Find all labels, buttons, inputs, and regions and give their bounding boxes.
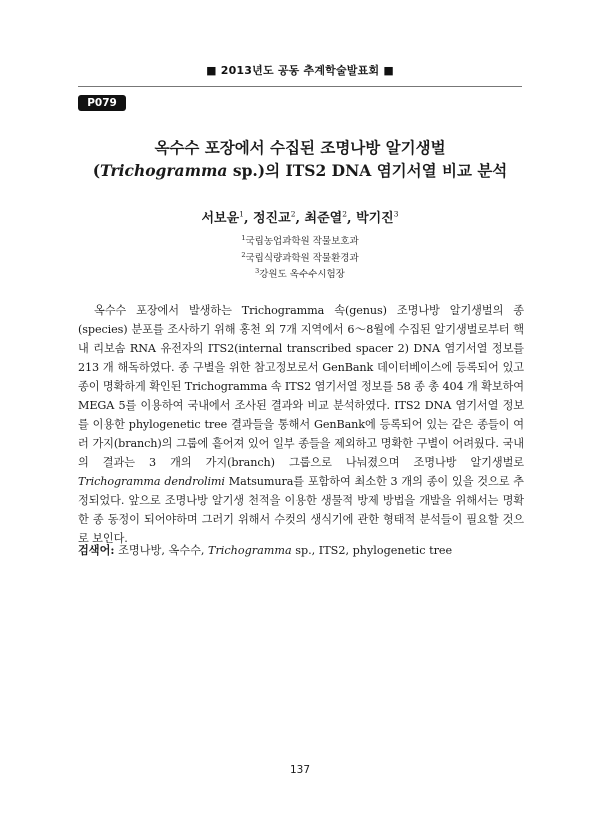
paper-title (60, 136, 540, 182)
running-header (78, 62, 522, 87)
author-sep: , (243, 211, 253, 226)
page-number: 137 (289, 764, 311, 776)
conference-title (78, 62, 522, 78)
poster-id-badge: P079 (78, 95, 126, 111)
keywords-label: 검색어: (78, 543, 115, 557)
abstract-text-2: Matsumura를 포함하여 최소한 3 개의 종이 있을 것으로 추정되었다. 앞으로 조명나방 알기생 천적을 이용한 생물적 방제 방법을 개발을 위해서는 명확한 종 동정이 되어야하며 그러기 위해서 수컷의 생식기에 관한 형태적 분석들이 필요할 것으로 보인다. (78, 475, 524, 545)
author-name: 박기진 (356, 211, 394, 226)
affiliation-text: 강원도 옥수수시험장 (259, 269, 345, 281)
affiliation-mark: 2 (241, 250, 246, 259)
title-rest: sp.)의 ITS2 DNA 염기서열 비교 분석 (227, 161, 508, 180)
conference-name: 2013년도 공동 추계학술발표회 (220, 64, 380, 77)
keywords-text-1: 조명나방, 옥수수, (114, 544, 208, 557)
affiliation-text: 국립식량과학원 작물환경과 (245, 252, 359, 264)
author-sep: , (295, 211, 305, 226)
author-affil-mark: 2 (290, 209, 296, 219)
header-bullet-left: ■ (206, 64, 217, 77)
author-affil-mark: 3 (393, 209, 399, 219)
title-genus: Trichogramma (100, 161, 228, 180)
author-list (100, 207, 500, 226)
title-paren: ( (92, 161, 101, 180)
affiliation-list (100, 232, 500, 282)
affiliation-mark: 3 (255, 267, 260, 276)
title-line-2 (60, 159, 540, 182)
affiliation-line (100, 249, 500, 266)
author-sep: , (347, 211, 357, 226)
abstract-species-name: Trichogramma dendrolimi (78, 475, 225, 488)
author-affil-mark: 2 (342, 209, 347, 219)
author-affil-mark: 1 (239, 209, 244, 219)
keywords-text-2: sp., ITS2, phylogenetic tree (291, 544, 453, 557)
title-line-1: 옥수수 포장에서 수집된 조명나방 알기생벌 (154, 138, 446, 157)
header-bullet-right: ■ (383, 64, 394, 77)
affiliation-mark: 1 (241, 234, 246, 242)
keywords-genus: Trichogramma (208, 544, 292, 557)
header-divider (78, 86, 522, 87)
affiliation-line (100, 265, 500, 282)
affiliation-line (100, 232, 500, 249)
author-name: 최준열 (304, 211, 343, 226)
author-name: 서보윤 (201, 211, 240, 226)
abstract-text-1: 옥수수 포장에서 발생하는 Trichogramma 속(genus) 조명나방 알기생벌의 종(species) 분포를 조사하기 위해 홍천 외 7개 지역에서 6～8월에 수집된 알기생벌로부터 핵내 리보솜 RNA 유전자의 ITS2(internal transcribed spacer 2) DNA 염기서열 정보를 213 개 해독하였다. 종 구별을 위한 참고정보로서 GenBank 데이터베이스에 등록되어 있고 종이 명확하게 확인된 Trichogramma 속 ITS2 염기서열 정보를 58 종 총 404 개 확보하여 MEGA 5를 이용하여 국내에서 조사된 결과와 비교 분석하였다. ITS2 DNA 염기서열 정보를 이용한 phylogenetic tree 결과들을 통해서 GenBank에 등록되어 있는 같은 종들이 여러 가지(branch)의 그룹에 흩어져 있어 일부 종들을 제외하고 명확한 구별이 어려웠다. 국내의 결과는 3 개의 가지(branch) 그룹으로 나눠졌으며 조명나방 알기생벌로 (78, 304, 524, 469)
affiliation-text: 국립농업과학원 작물보호과 (245, 236, 359, 248)
keywords-line (78, 542, 524, 558)
author-name: 정진교 (253, 211, 291, 226)
abstract-paragraph (78, 301, 524, 548)
